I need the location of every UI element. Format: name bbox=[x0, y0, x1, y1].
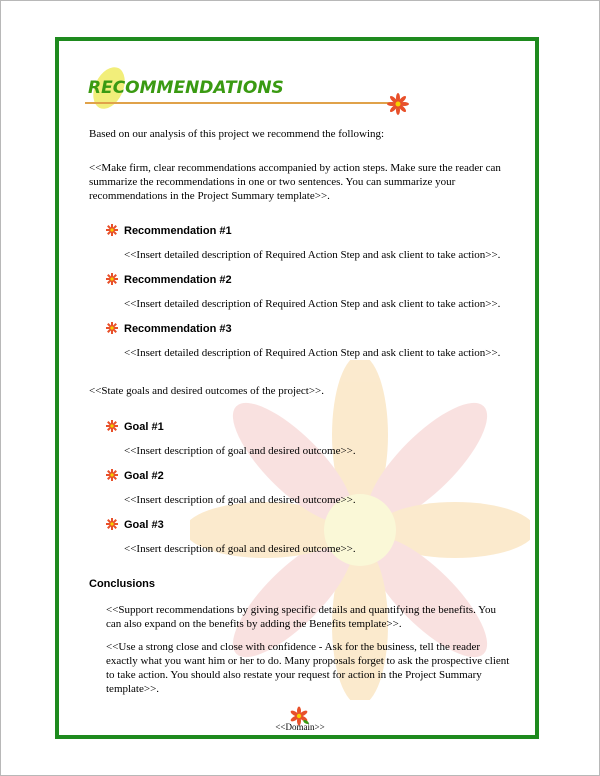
goals-intro-text: <<State goals and desired outcomes of the project>>. bbox=[89, 385, 324, 397]
bullet-flower-icon bbox=[106, 322, 118, 334]
flower-icon bbox=[387, 93, 409, 115]
goal-heading bbox=[106, 420, 164, 433]
bullet-flower-icon bbox=[106, 518, 118, 530]
recommendation-description: <<Insert detailed description of Required Action Step and ask client to take action>>. bbox=[124, 298, 501, 310]
conclusions-heading: Conclusions bbox=[89, 578, 156, 590]
summary-text: <<Make firm, clear recommendations accompanied by action steps. Make sure the reader can summarize the recommendations in one or two sentences. You can summarize your recommendations in the Project Summary template>>. bbox=[89, 162, 501, 202]
bullet-flower-icon bbox=[106, 420, 118, 432]
recommendation-description: <<Insert detailed description of Required Action Step and ask client to take action>>. bbox=[124, 249, 501, 261]
bullet-flower-icon bbox=[106, 469, 118, 481]
recommendation-heading bbox=[106, 273, 232, 286]
goal-title: Goal #1 bbox=[124, 421, 164, 433]
recommendation-description: <<Insert detailed description of Required Action Step and ask client to take action>>. bbox=[124, 347, 501, 359]
recommendation-heading bbox=[106, 224, 232, 237]
recommendation-title: Recommendation #1 bbox=[124, 225, 232, 237]
recommendation-title: Recommendation #3 bbox=[124, 323, 232, 335]
goal-description: <<Insert description of goal and desired outcome>>. bbox=[124, 445, 356, 457]
title-underline bbox=[85, 102, 391, 104]
intro-text: Based on our analysis of this project we recommend the following: bbox=[89, 128, 385, 140]
goal-title: Goal #3 bbox=[124, 519, 164, 531]
goal-description: <<Insert description of goal and desired outcome>>. bbox=[124, 494, 356, 506]
goal-description: <<Insert description of goal and desired outcome>>. bbox=[124, 543, 356, 555]
footer-domain: <<Domain>> bbox=[275, 722, 325, 732]
conclusions-paragraph-1: <<Support recommendations by giving specific details and quantifying the benefits. You can also expand on the benefits by adding the Benefits template>>. bbox=[106, 604, 497, 630]
conclusions-paragraph-2: <<Use a strong close and close with confidence - Ask for the business, tell the reader exactly what you want him or her to do. Many proposals forget to ask the prospective client to take action. You should also restate your request for action in the Project Summary template>>. bbox=[106, 641, 510, 695]
page-title: RECOMMENDATIONS bbox=[88, 78, 284, 98]
bullet-flower-icon bbox=[106, 224, 118, 236]
goal-heading bbox=[106, 469, 164, 482]
recommendation-heading bbox=[106, 322, 232, 335]
goal-heading bbox=[106, 518, 164, 531]
goal-title: Goal #2 bbox=[124, 470, 164, 482]
recommendation-title: Recommendation #2 bbox=[124, 274, 232, 286]
bullet-flower-icon bbox=[106, 273, 118, 285]
title-banner bbox=[85, 66, 415, 116]
